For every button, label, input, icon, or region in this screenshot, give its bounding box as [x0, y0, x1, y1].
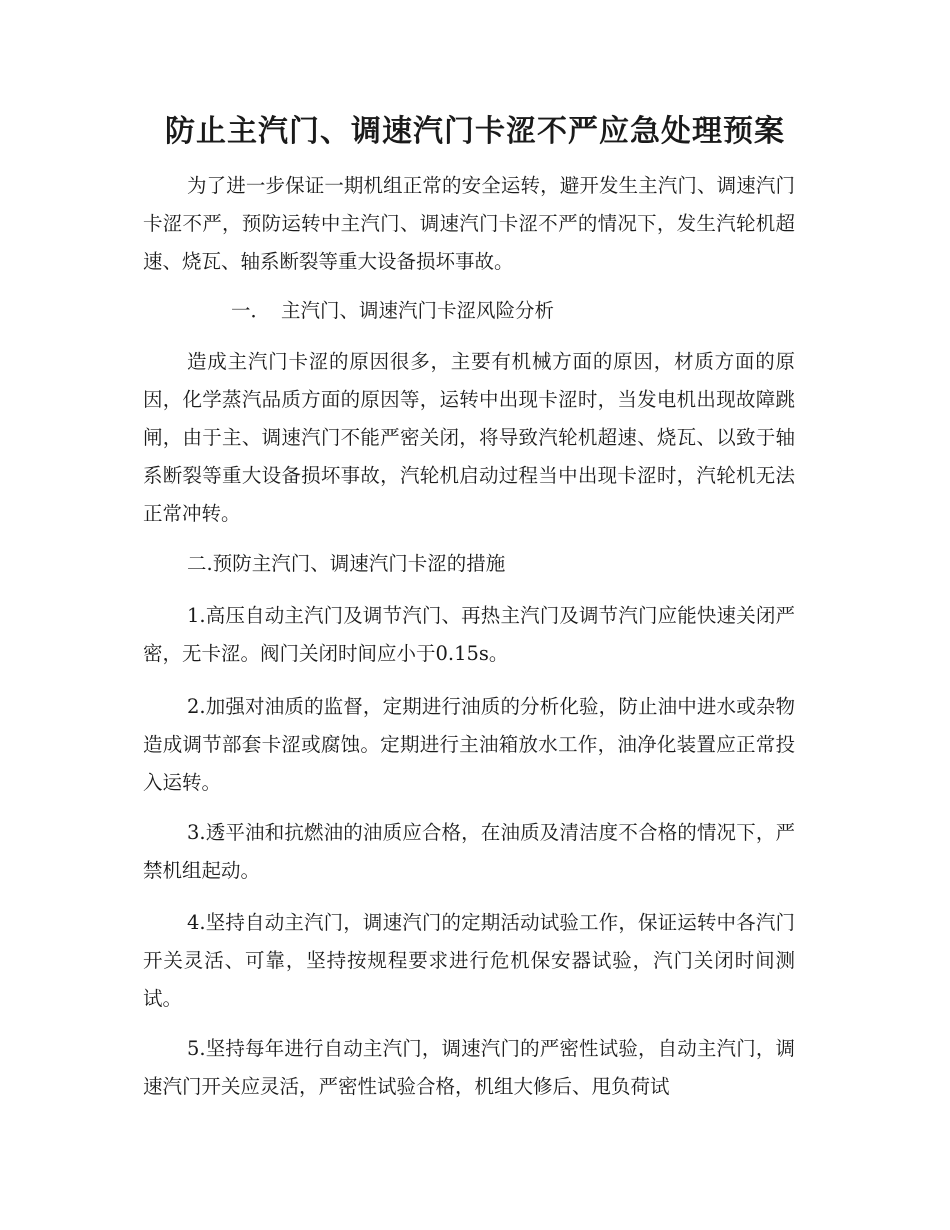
section-2-heading: 二.预防主汽门、调速汽门卡涩的措施 [187, 552, 506, 575]
measure-item-4: 4.坚持自动主汽门，调速汽门的定期活动试验工作，保证运转中各汽门开关灵活、可靠，坚持按规程要求进行危机保安器试验，汽门关闭时间测试。 [143, 911, 795, 1010]
measure-item-1: 1.高压自动主汽门及调节汽门、再热主汽门及调节汽门应能快速关闭严密，无卡涩。阀门关闭时间应小于0.15s。 [143, 604, 795, 665]
section-1-heading [143, 292, 795, 330]
section-1-number: 一． [231, 299, 271, 322]
measure-item-3: 3.透平油和抗燃油的油质应合格，在油质及清洁度不合格的情况下，严禁机组起动。 [143, 821, 795, 882]
document-title: 防止主汽门、调速汽门卡涩不严应急处理预案 [165, 114, 785, 149]
intro-paragraph: 为了进一步保证一期机组正常的安全运转，避开发生主汽门、调速汽门卡涩不严，预防运转中主汽门、调速汽门卡涩不严的情况下，发生汽轮机超速、烧瓦、轴系断裂等重大设备损坏事故。 [143, 174, 795, 273]
risk-analysis-paragraph: 造成主汽门卡涩的原因很多，主要有机械方面的原因，材质方面的原因，化学蒸汽品质方面的原因等，运转中出现卡涩时，当发电机出现故障跳闸，由于主、调速汽门不能严密关闭，将导致汽轮机超速、烧瓦、以致于轴系断裂等重大设备损坏事故，汽轮机启动过程当中出现卡涩时，汽轮机无法正常冲转。 [143, 350, 795, 525]
section-1-title: 主汽门、调速汽门卡涩风险分析 [281, 299, 555, 322]
measure-item-5: 5.坚持每年进行自动主汽门，调速汽门的严密性试验，自动主汽门，调速汽门开关应灵活，严密性试验合格，机组大修后、甩负荷试 [143, 1037, 795, 1098]
measure-item-2: 2.加强对油质的监督，定期进行油质的分析化验，防止油中进水或杂物造成调节部套卡涩或腐蚀。定期进行主油箱放水工作，油净化装置应正常投入运转。 [143, 695, 795, 794]
